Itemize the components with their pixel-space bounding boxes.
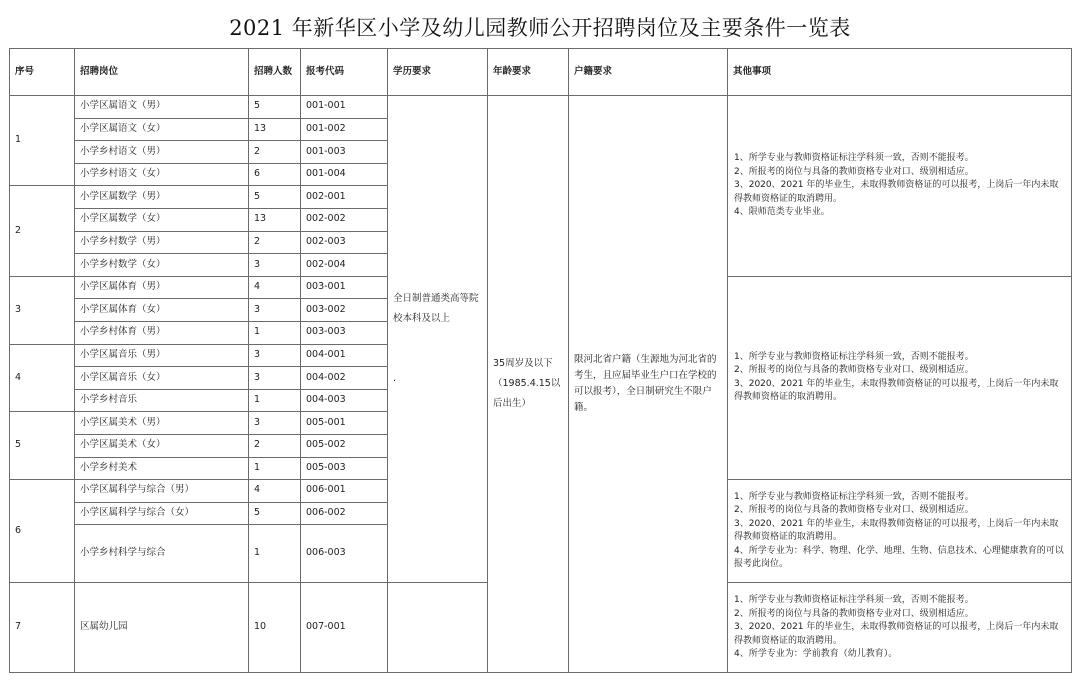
education-cell (388, 96, 488, 583)
count-cell: 3 (249, 254, 301, 277)
header-position: 招聘岗位 (75, 49, 249, 96)
position-cell: 小学乡村语文（男） (75, 141, 249, 164)
code-cell: 003-003 (301, 321, 388, 344)
position-cell: 小学区属体育（男） (75, 276, 249, 299)
header-code: 报考代码 (301, 49, 388, 96)
code-cell: 006-001 (301, 480, 388, 503)
position-cell: 小学区属音乐（女） (75, 367, 249, 390)
code-cell: 006-003 (301, 525, 388, 583)
seq-cell: 1 (10, 96, 75, 186)
position-cell: 小学区属美术（男） (75, 412, 249, 435)
seq-cell: 5 (10, 412, 75, 480)
position-cell: 小学乡村数学（男） (75, 231, 249, 254)
other-notes-a: 1、所学专业与教师资格证标注学科须一致，否则不能报考。 2、所报考的岗位与具备的教师资格专业对口、级别相适应。 3、2020、2021 年的毕业生，未取得教师资格证的可以报考，上岗后一年内未取得教师资格证的取消聘用。 4、限师范类专业毕业。 (728, 96, 1072, 277)
position-cell: 区属幼儿园 (75, 583, 249, 673)
recruitment-table (9, 48, 1072, 673)
code-cell: 002-004 (301, 254, 388, 277)
code-cell: 005-002 (301, 434, 388, 457)
position-cell: 小学乡村体育（男） (75, 321, 249, 344)
header-education: 学历要求 (388, 49, 488, 96)
count-cell: 3 (249, 344, 301, 367)
count-cell: 1 (249, 525, 301, 583)
code-cell: 001-004 (301, 163, 388, 186)
count-cell: 13 (249, 118, 301, 141)
header-age: 年龄要求 (488, 49, 569, 96)
position-cell: 小学区属语文（男） (75, 96, 249, 119)
count-cell: 5 (249, 96, 301, 119)
code-cell: 001-001 (301, 96, 388, 119)
code-cell: 001-002 (301, 118, 388, 141)
code-cell: 002-003 (301, 231, 388, 254)
code-cell: 001-003 (301, 141, 388, 164)
position-cell: 小学乡村语文（女） (75, 163, 249, 186)
count-cell: 5 (249, 502, 301, 525)
seq-cell: 2 (10, 186, 75, 276)
code-cell: 005-003 (301, 457, 388, 480)
count-cell: 1 (249, 457, 301, 480)
education-mark: . (393, 373, 397, 385)
code-cell: 004-001 (301, 344, 388, 367)
count-cell: 2 (249, 434, 301, 457)
count-cell: 4 (249, 276, 301, 299)
count-cell: 10 (249, 583, 301, 673)
household-cell: 限河北省户籍（生源地为河北省的考生，且应届毕业生户口在学校的可以报考），全日制研究生不限户籍。 (569, 96, 728, 673)
page-title: 2021 年新华区小学及幼儿园教师公开招聘岗位及主要条件一览表 (229, 16, 851, 40)
header-household: 户籍要求 (569, 49, 728, 96)
header-other: 其他事项 (728, 49, 1072, 96)
count-cell: 1 (249, 321, 301, 344)
seq-cell: 7 (10, 583, 75, 673)
count-cell: 4 (249, 480, 301, 503)
code-cell: 003-002 (301, 299, 388, 322)
code-cell: 004-003 (301, 389, 388, 412)
other-notes-c: 1、所学专业与教师资格证标注学科须一致，否则不能报考。 2、所报考的岗位与具备的教师资格专业对口、级别相适应。 3、2020、2021 年的毕业生，未取得教师资格证的可以报考，上岗后一年内未取得教师资格证的取消聘用。 4、所学专业为：科学、物理、化学、地理、生物、信息技术、心理健康教育的可以报考此岗位。 (728, 480, 1072, 583)
count-cell: 2 (249, 231, 301, 254)
count-cell: 3 (249, 367, 301, 390)
table-row (10, 96, 1072, 119)
position-cell: 小学区属语文（女） (75, 118, 249, 141)
position-cell: 小学区属科学与综合（男） (75, 480, 249, 503)
code-cell: 007-001 (301, 583, 388, 673)
code-cell: 003-001 (301, 276, 388, 299)
seq-cell: 3 (10, 276, 75, 344)
position-cell: 小学区属数学（女） (75, 208, 249, 231)
position-cell: 小学区属体育（女） (75, 299, 249, 322)
header-count: 招聘人数 (249, 49, 301, 96)
count-cell: 6 (249, 163, 301, 186)
position-cell: 小学区属美术（女） (75, 434, 249, 457)
code-cell: 005-001 (301, 412, 388, 435)
education-text: 全日制普通类高等院校本科及以上 (393, 293, 479, 325)
code-cell: 006-002 (301, 502, 388, 525)
education-cell-empty (388, 583, 488, 673)
age-cell: 35周岁及以下（1985.4.15以后出生） (488, 96, 569, 673)
count-cell: 13 (249, 208, 301, 231)
count-cell: 3 (249, 412, 301, 435)
position-cell: 小学乡村美术 (75, 457, 249, 480)
seq-cell: 4 (10, 344, 75, 412)
code-cell: 002-002 (301, 208, 388, 231)
count-cell: 3 (249, 299, 301, 322)
code-cell: 004-002 (301, 367, 388, 390)
seq-cell: 6 (10, 480, 75, 583)
position-cell: 小学区属数学（男） (75, 186, 249, 209)
header-row (10, 49, 1072, 96)
position-cell: 小学乡村音乐 (75, 389, 249, 412)
count-cell: 1 (249, 389, 301, 412)
position-cell: 小学区属音乐（男） (75, 344, 249, 367)
other-notes-d: 1、所学专业与教师资格证标注学科须一致，否则不能报考。 2、所报考的岗位与具备的教师资格专业对口、级别相适应。 3、2020、2021 年的毕业生，未取得教师资格证的可以报考，上岗后一年内未取得教师资格证的取消聘用。 4、所学专业为：学前教育（幼儿教育）。 (728, 583, 1072, 673)
position-cell: 小学乡村数学（女） (75, 254, 249, 277)
code-cell: 002-001 (301, 186, 388, 209)
count-cell: 2 (249, 141, 301, 164)
count-cell: 5 (249, 186, 301, 209)
header-seq: 序号 (10, 49, 75, 96)
other-notes-b: 1、所学专业与教师资格证标注学科须一致，否则不能报考。 2、所报考的岗位与具备的教师资格专业对口、级别相适应。 3、2020、2021 年的毕业生，未取得教师资格证的可以报考，上岗后一年内未取得教师资格证的取消聘用。 (728, 276, 1072, 479)
position-cell: 小学乡村科学与综合 (75, 525, 249, 583)
position-cell: 小学区属科学与综合（女） (75, 502, 249, 525)
